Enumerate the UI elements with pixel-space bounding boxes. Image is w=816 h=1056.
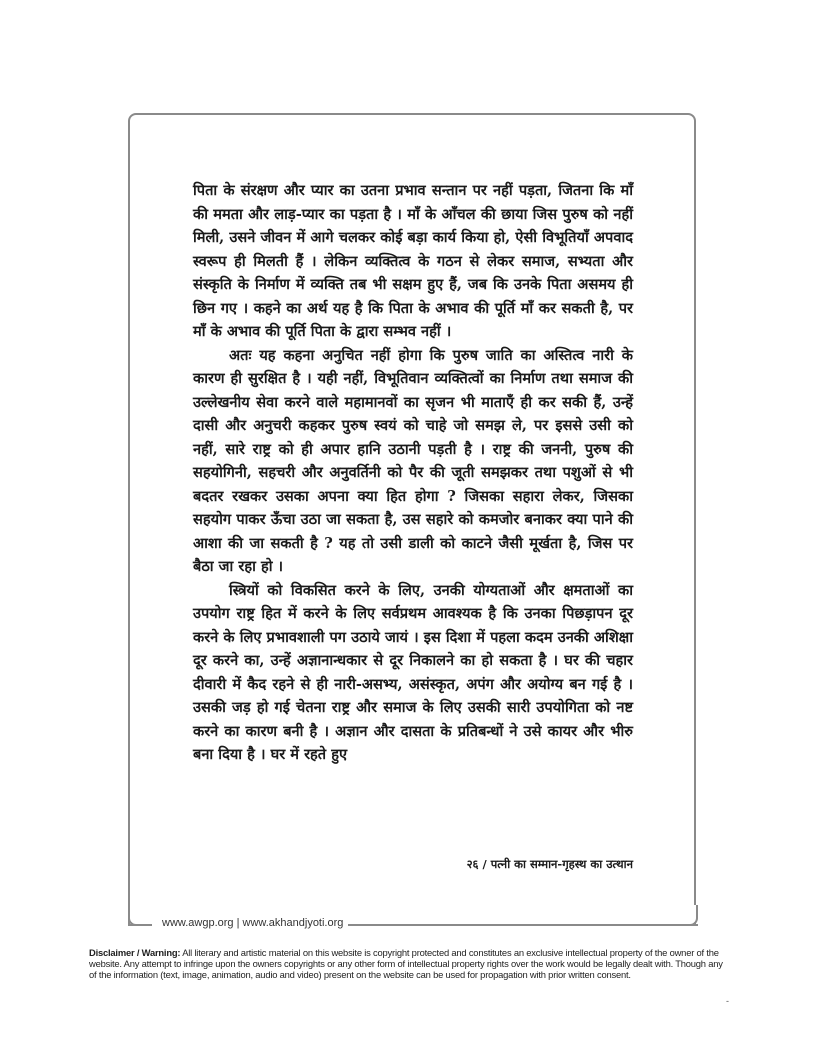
disclaimer-text: All literary and artistic material on this website is copyright protected and constitutes an exclusive intellectual property of the owner of the website. Any attempt to infringe upon the owners copyrights or any other form of intellectual property rights over the work would be legally dealt with. Though any of the information (text, image, animation, audio and video) present on the website can be used for propagation with prior written consent. [89, 947, 723, 980]
paragraph-1: पिता के संरक्षण और प्यार का उतना प्रभाव सन्तान पर नहीं पड़ता, जितना कि माँ की ममता और लाड़-प्यार का पड़ता है । माँ के आँचल की छाया जिस पुरुष को नहीं मिली, उसने जीवन में आगे चलकर कोई बड़ा कार्य किया हो, ऐसी विभूतियाँ अपवाद स्वरूप ही मिलती हैं । लेकिन व्यक्तित्व के गठन से लेकर समाज, सभ्यता और संस्कृति के निर्माण में व्यक्ति तब भी सक्षम हुए हैं, जब कि उनके पिता असमय ही छिन गए । कहने का अर्थ यह है कि पिता के अभाव की पूर्ति माँ कर सकती है, पर माँ के अभाव की पूर्ति पिता के द्वारा सम्भव नहीं । [193, 182, 633, 340]
paragraph-3: स्त्रियों को विकसित करने के लिए, उनकी योग्यताओं और क्षमताओं का उपयोग राष्ट्र हित में करने के लिए सर्वप्रथम आवश्यक है कि उनका पिछड़ापन दूर करने के लिए प्रभावशाली पग उठाये जायं । इस दिशा में पहला कदम उनकी अशिक्षा दूर करने का, उन्हें अज्ञानान्धकार से दूर निकालने का हो सकता है । घर की चहार दीवारी में कैद रहने से ही नारी-असभ्य, असंस्कृत, अपंग और अयोग्य बन गई है । उसकी जड़ हो गई चेतना राष्ट्र और समाज के लिए उसकी सारी उपयोगिता को नष्ट करने का कारण बनी है । अज्ञान और दासता के प्रतिबन्धों ने उसे कायर और भीरु बना दिया है । घर में रहते हुए [193, 581, 633, 763]
frame-bottom-rule-left [128, 924, 152, 926]
frame-corner-right [684, 905, 698, 926]
disclaimer [89, 947, 729, 980]
website-links[interactable]: www.awgp.org | www.akhandjyoti.org [158, 917, 347, 929]
paragraph-2: अतः यह कहना अनुचित नहीं होगा कि पुरुष जाति का अस्तित्व नारी के कारण ही सुरक्षित है । यही नहीं, विभूतिवान व्यक्तित्वों का निर्माण तथा समाज की उल्लेखनीय सेवा करने वाले महामानवों का सृजन भी माताएँ ही कर सकी हैं, उन्हें दासी और अनुचरी कहकर पुरुष स्वयं को चाहे जो समझ ले, पर इससे उसी को नहीं, सारे राष्ट्र को ही अपार हानि उठानी पड़ती है । राष्ट्र की जननी, पुरुष की सहयोगिनी, सहचरी और अनुवर्तिनी को पैर की जूती समझकर तथा पशुओं से भी बदतर रखकर उसका अपना क्या हित होगा ? जिसका सहारा लेकर, जिसका सहयोग पाकर ऊँचा उठा जा सकता है, उस सहारे को कमजोर बनाकर क्या पाने की आशा की जा सकती है ? यह तो उसी डाली को काटने जैसी मूर्खता है, जिस पर बैठा जा रहा हो । [193, 346, 633, 575]
disclaimer-label: Disclaimer / Warning: [89, 947, 181, 958]
frame-bottom-rule-right [348, 924, 698, 926]
body-text [193, 179, 633, 767]
frame-corner-left [128, 905, 142, 926]
corner-mark: - [726, 996, 729, 1006]
page-number-footer: २६ / पत्नी का सम्मान-गृहस्थ का उत्थान [466, 857, 633, 871]
